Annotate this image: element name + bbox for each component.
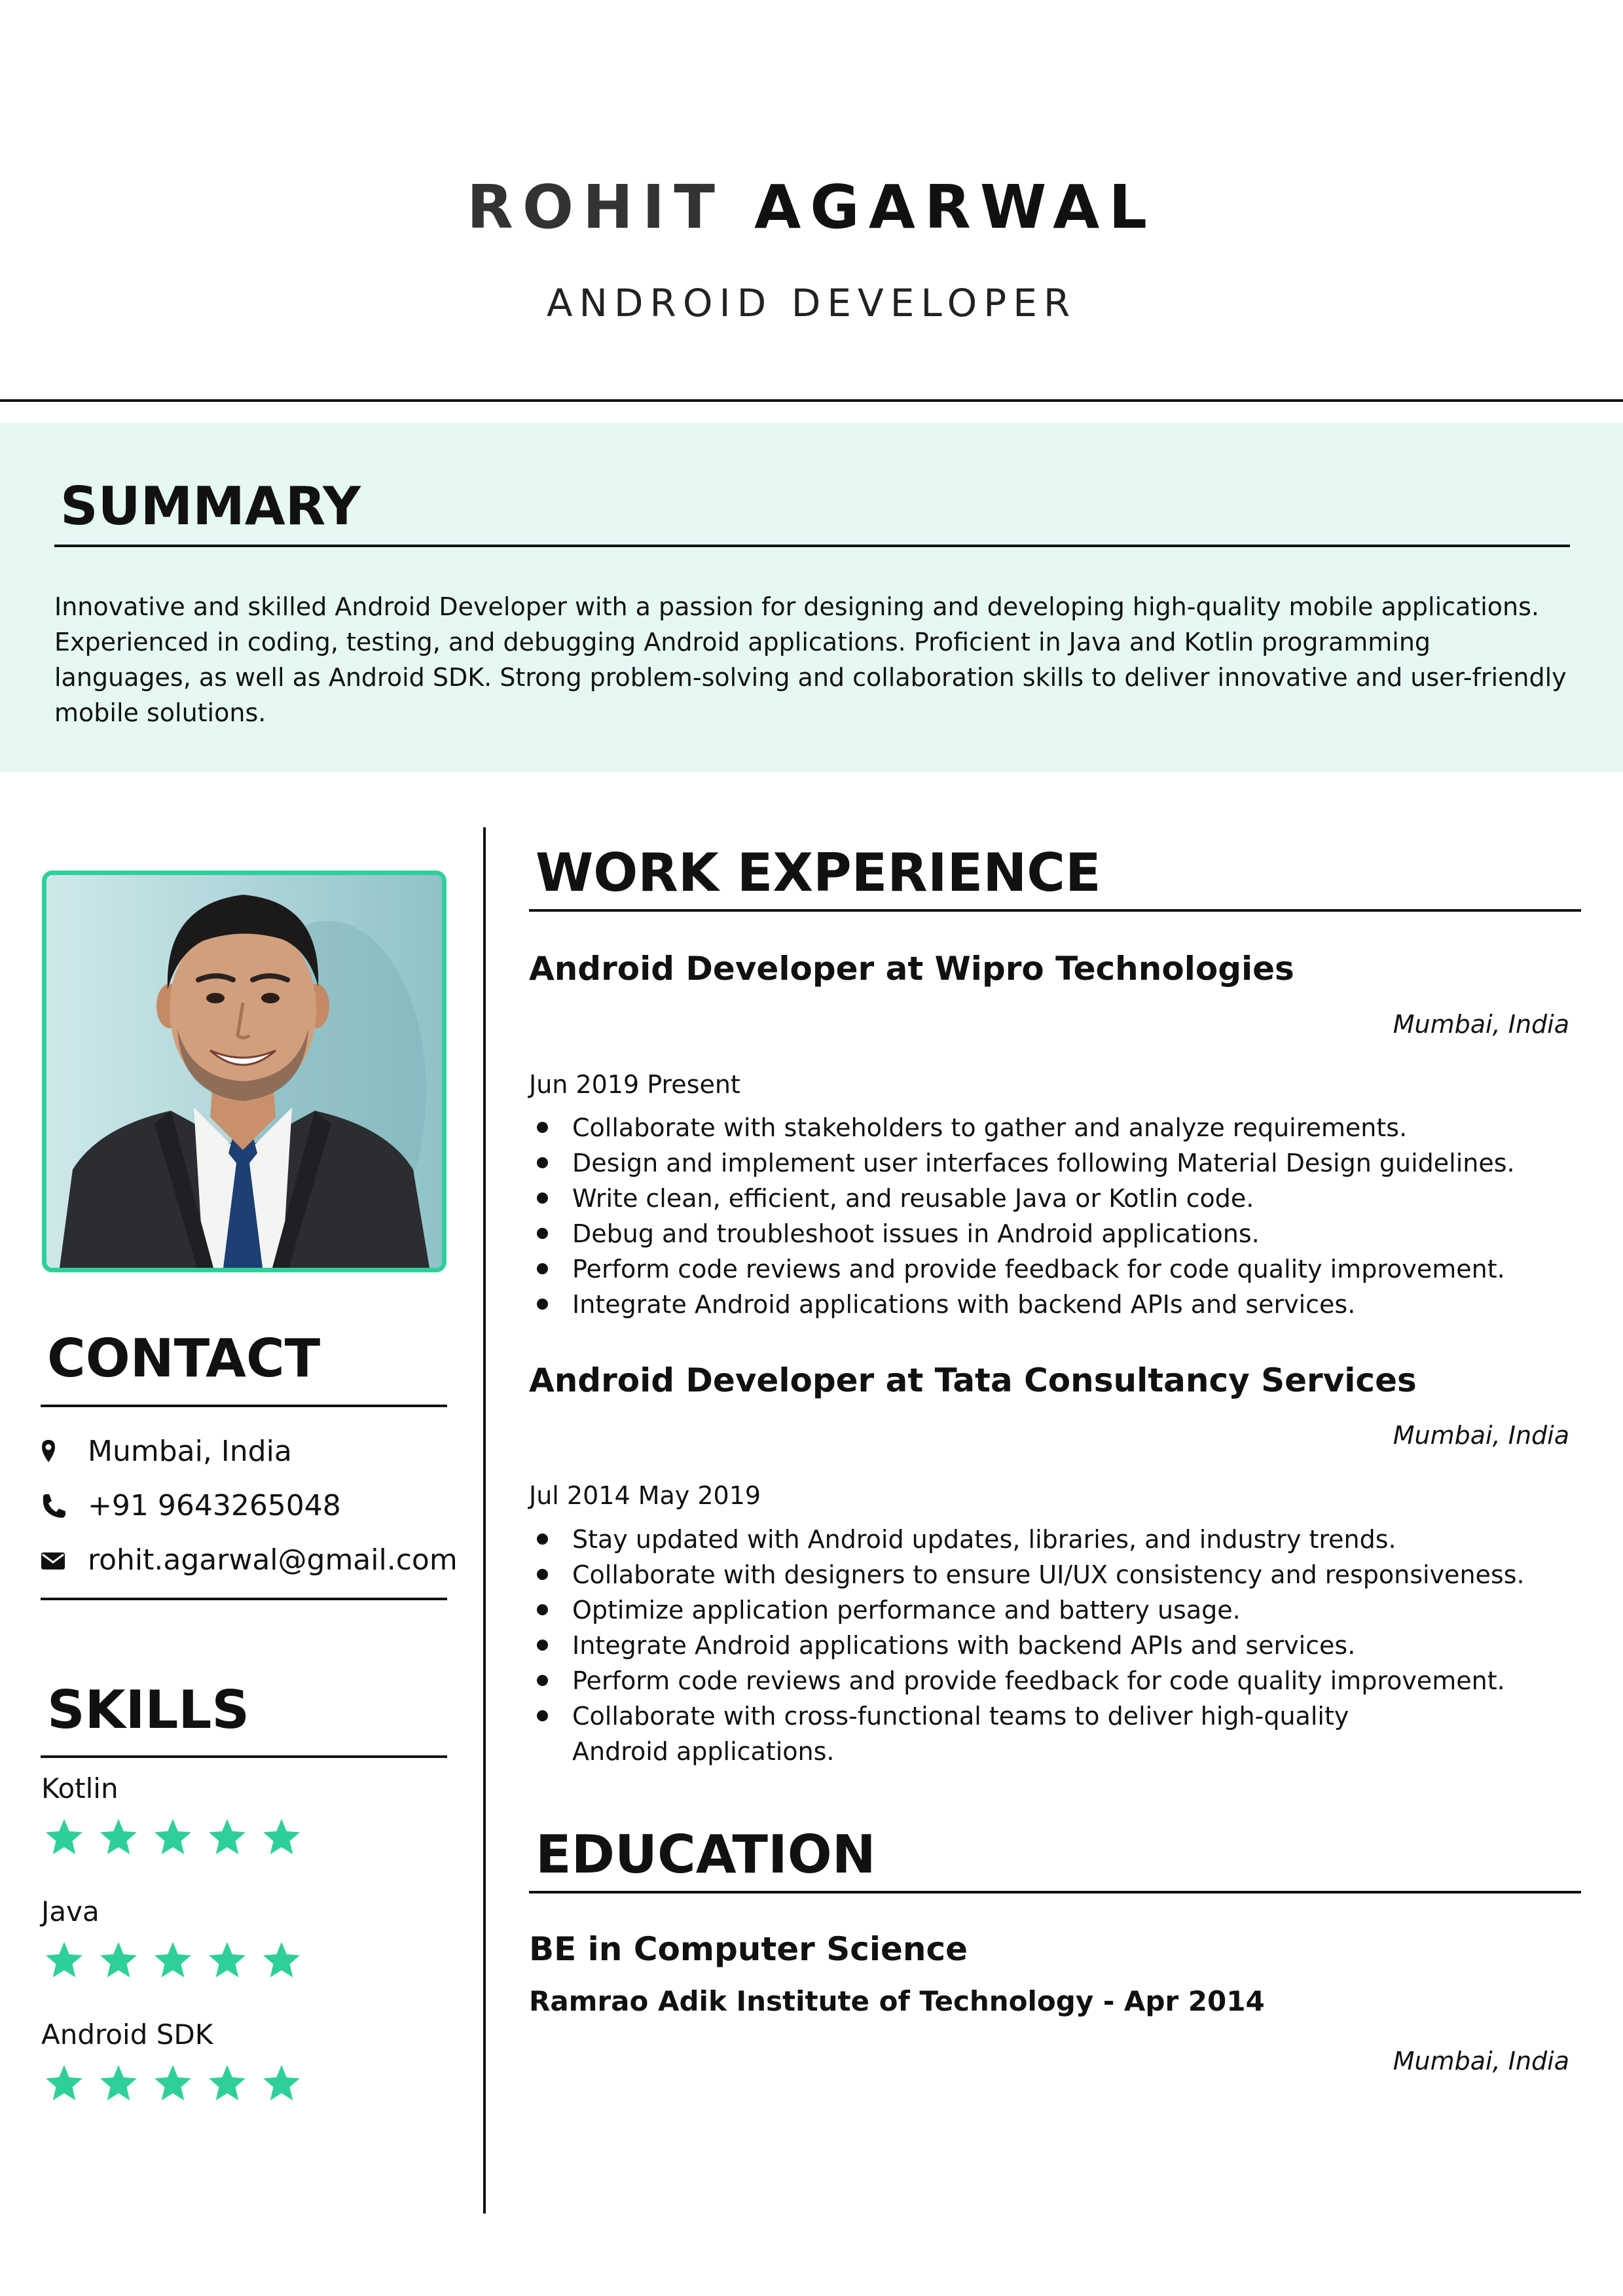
list-item: Write clean, efficient, and reusable Java or Kotlin code. (529, 1181, 1550, 1216)
portrait-illustration (46, 875, 442, 1268)
candidate-name (0, 171, 1623, 243)
list-item: Debug and troubleshoot issues in Android applications. (529, 1216, 1550, 1251)
star-icon (98, 2062, 139, 2104)
work-rule (529, 909, 1581, 912)
location-text: Mumbai, India (88, 1435, 292, 1468)
summary-title: SUMMARY (60, 476, 361, 537)
last-name: AGARWAL (754, 172, 1156, 242)
list-item: Collaborate with stakeholders to gather and analyze requirements. (529, 1110, 1550, 1145)
education-location: Mumbai, India (1393, 2047, 1569, 2075)
skill-name: Android SDK (41, 2018, 213, 2051)
first-name: ROHIT (466, 172, 725, 242)
column-divider (483, 827, 486, 2214)
education-rule (529, 1891, 1581, 1893)
job-dates: Jul 2014 May 2019 (529, 1481, 761, 1510)
skills-rule (41, 1755, 447, 1758)
phone-text: +91 9643265048 (88, 1489, 341, 1522)
job-dates: Jun 2019 Present (529, 1070, 740, 1099)
education-degree: BE in Computer Science (529, 1930, 968, 1968)
job-location: Mumbai, India (1393, 1010, 1569, 1039)
list-item: Integrate Android applications with backend APIs and services. (529, 1287, 1550, 1322)
list-item: Stay updated with Android updates, libraries, and industry trends. (529, 1522, 1550, 1557)
skill-name: Java (41, 1895, 100, 1928)
star-icon (152, 1816, 194, 1858)
star-icon (43, 1939, 85, 1981)
list-item: Optimize application performance and battery usage. (529, 1592, 1550, 1628)
star-icon (261, 1816, 302, 1858)
education-school: Ramrao Adik Institute of Technology - Apr 2014 (529, 1985, 1265, 2017)
profile-photo (42, 870, 447, 1272)
skill-rating (43, 2062, 315, 2108)
envelope-icon (41, 1547, 65, 1573)
star-icon (152, 2062, 194, 2104)
job-role: ANDROID DEVELOPER (546, 281, 1077, 325)
star-icon (206, 2062, 248, 2104)
list-item: Collaborate with designers to ensure UI/UX consistency and responsiveness. (529, 1557, 1550, 1592)
job-title: Android Developer at Tata Consultancy Services (529, 1361, 1417, 1399)
star-icon (98, 1939, 139, 1981)
header-divider (0, 399, 1623, 402)
list-item: Collaborate with cross-functional teams to deliver high-quality Android applications. (529, 1698, 1417, 1769)
list-item: Design and implement user interfaces following Material Design guidelines. (529, 1145, 1550, 1181)
phone-icon (41, 1493, 65, 1519)
contact-title: CONTACT (47, 1328, 321, 1389)
contact-rule-top (41, 1405, 447, 1407)
skill-rating (43, 1939, 315, 1985)
star-icon (206, 1939, 248, 1981)
skill-name: Kotlin (41, 1772, 119, 1804)
summary-text: Innovative and skilled Android Developer with a passion for designing and developing high-quality mobile applications. Experienced in coding, testing, and debugging Android applications. Proficient in Java and Kotlin programming languages, as well as Android SDK. Strong problem-solving and collaboration skills to deliver innovative and user-friendly mobile solutions. (54, 592, 1567, 727)
list-item: Perform code reviews and provide feedback for code quality improvement. (529, 1251, 1550, 1287)
job-bullets (529, 1522, 1550, 1769)
list-item: Integrate Android applications with backend APIs and services. (529, 1628, 1550, 1663)
star-icon (98, 1816, 139, 1858)
star-icon (261, 2062, 302, 2104)
education-title: EDUCATION (536, 1824, 876, 1885)
email-text[interactable]: rohit.agarwal@gmail.com (88, 1543, 458, 1577)
list-item: Perform code reviews and provide feedback for code quality improvement. (529, 1663, 1550, 1698)
skill-rating (43, 1816, 315, 1862)
contact-rule-bottom (41, 1598, 447, 1600)
work-title: WORK EXPERIENCE (536, 842, 1101, 903)
star-icon (43, 2062, 85, 2104)
map-pin-icon (41, 1439, 65, 1465)
job-title: Android Developer at Wipro Technologies (529, 950, 1294, 988)
job-bullets (529, 1110, 1550, 1322)
star-icon (206, 1816, 248, 1858)
skills-title: SKILLS (47, 1679, 249, 1740)
star-icon (261, 1939, 302, 1981)
star-icon (152, 1939, 194, 1981)
job-location: Mumbai, India (1393, 1421, 1569, 1450)
star-icon (43, 1816, 85, 1858)
summary-rule (54, 545, 1570, 547)
